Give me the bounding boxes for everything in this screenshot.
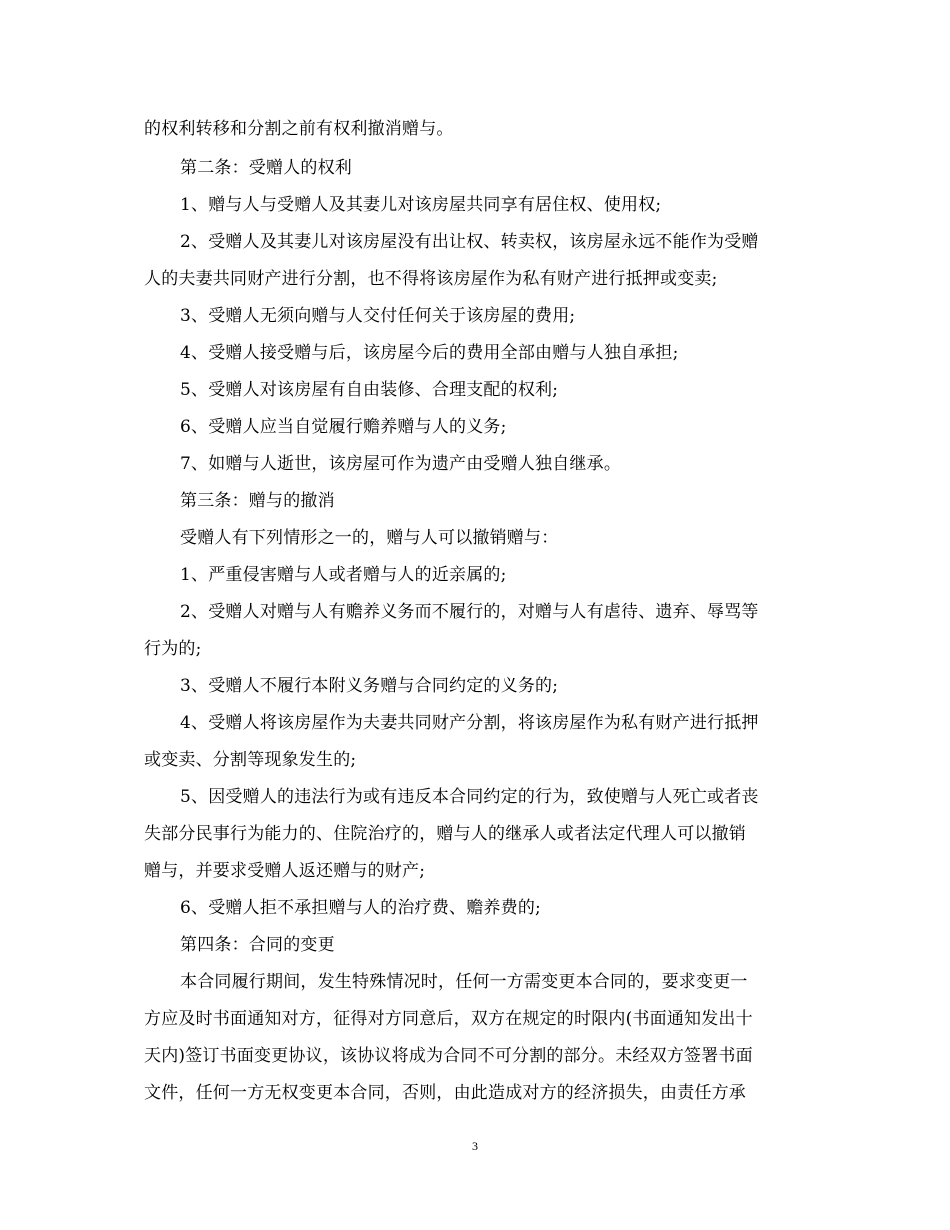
text-line: 6、受赠人拒不承担赠与人的治疗费、赡养费的; [180, 898, 541, 918]
text-line: 1、赠与人与受赠人及其妻儿对该房屋共同享有居住权、使用权; [180, 195, 662, 215]
text-line: 7、如赠与人逝世，该房屋可作为遗产由受赠人独自继承。 [180, 454, 622, 474]
text-line: 天内)签订书面变更协议，该协议将成为合同不可分割的部分。未经双方签署书面 [144, 1046, 753, 1066]
text-line: 人的夫妻共同财产进行分割，也不得将该房屋作为私有财产进行抵押或变卖; [144, 269, 718, 289]
text-line: 5、受赠人对该房屋有自由装修、合理支配的权利; [180, 380, 559, 400]
text-line: 3、受赠人无须向赠与人交付任何关于该房屋的费用; [180, 306, 576, 326]
text-line: 失部分民事行为能力的、住院治疗的，赠与人的继承人或者法定代理人可以撤销 [144, 824, 746, 844]
text-line: 1、严重侵害赠与人或者赠与人的近亲属的; [180, 565, 507, 585]
text-line: 赠与，并要求受赠人返还赠与的财产; [144, 861, 426, 881]
text-line: 本合同履行期间，发生特殊情况时，任何一方需变更本合同的，要求变更一 [180, 972, 748, 992]
page-number: 3 [472, 1139, 478, 1153]
text-line: 受赠人有下列情形之一的，赠与人可以撤销赠与： [180, 528, 559, 548]
text-line: 6、受赠人应当自觉履行赡养赠与人的义务; [180, 417, 507, 437]
section-heading: 第二条：受赠人的权利 [180, 158, 352, 178]
text-line: 行为的; [144, 639, 202, 659]
text-line: 3、受赠人不履行本附义务赠与合同约定的义务的; [180, 676, 559, 696]
text-line: 2、受赠人对赠与人有赡养义务而不履行的，对赠与人有虐待、遗弃、辱骂等 [180, 602, 759, 622]
text-line: 2、受赠人及其妻儿对该房屋没有出让权、转卖权，该房屋永远不能作为受赠 [180, 232, 759, 252]
text-line: 方应及时书面通知对方，征得对方同意后，双方在规定的时限内(书面通知发出十 [144, 1009, 753, 1029]
section-heading: 第三条：赠与的撤消 [180, 491, 335, 511]
text-line: 的权利转移和分割之前有权利撤消赠与。 [144, 119, 454, 139]
text-line: 文件，任何一方无权变更本合同，否则，由此造成对方的经济损失，由责任方承 [144, 1083, 746, 1103]
text-line: 4、受赠人接受赠与后，该房屋今后的费用全部由赠与人独自承担; [180, 343, 679, 363]
text-line: 4、受赠人将该房屋作为夫妻共同财产分割，将该房屋作为私有财产进行抵押 [180, 713, 759, 733]
text-line: 或变卖、分割等现象发生的; [144, 750, 357, 770]
text-line: 5、因受赠人的违法行为或有违反本合同约定的行为，致使赠与人死亡或者丧 [180, 787, 759, 807]
section-heading: 第四条：合同的变更 [180, 935, 335, 955]
